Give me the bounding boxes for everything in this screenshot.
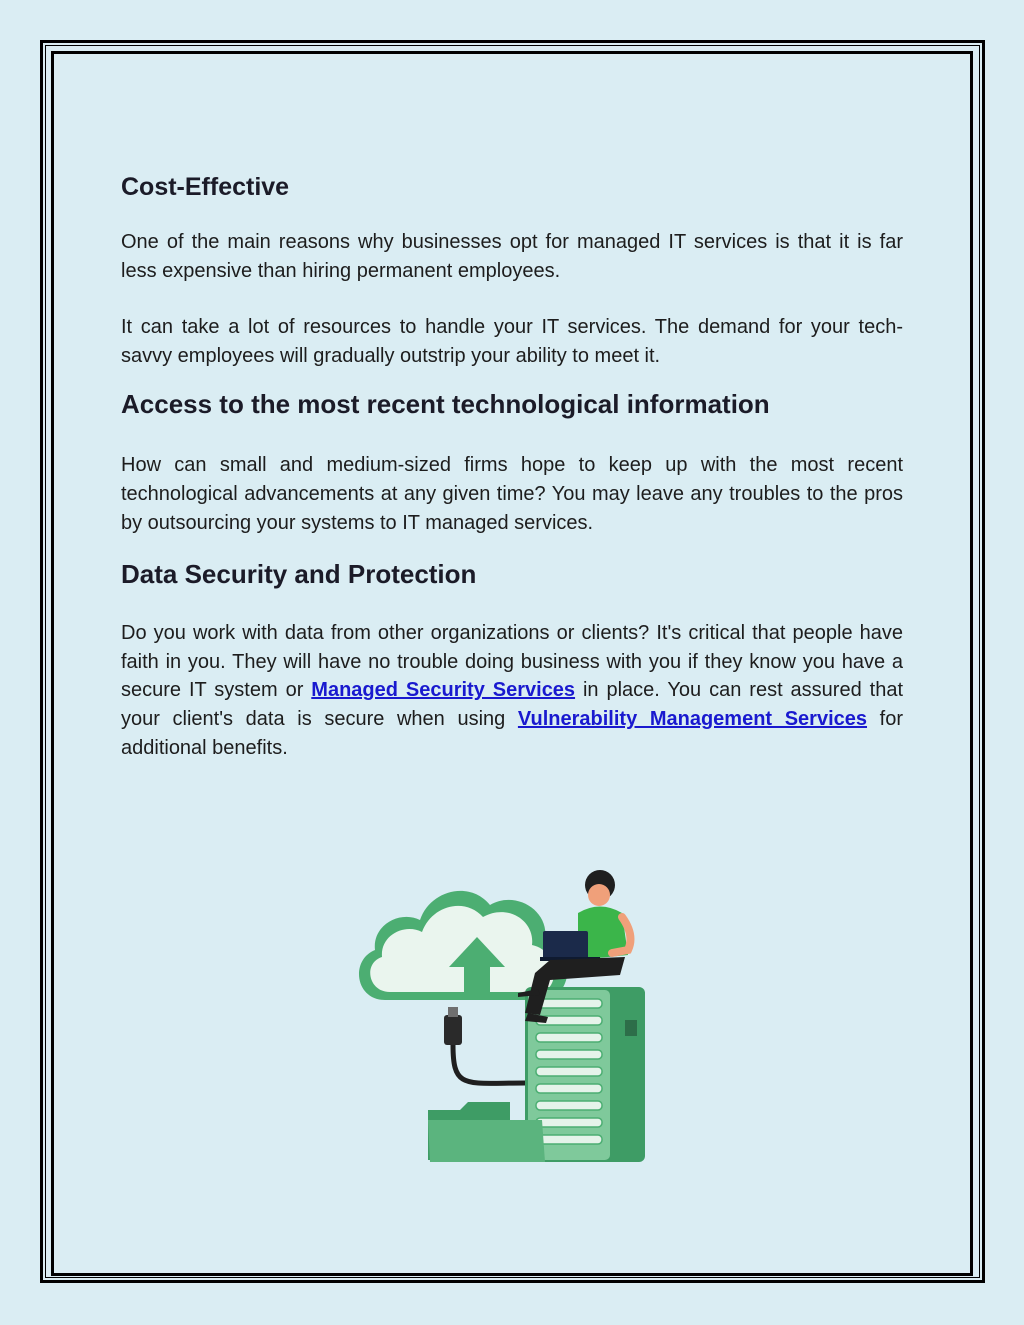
managed-security-services-link[interactable]: Managed Security Services [311,679,576,702]
heading-access-technology: Access to the most recent technological information [121,389,770,420]
paragraph-cost-2: It can take a lot of resources to handle your IT services. The demand for your tech-savvy employees will gradually outstrip your ability to meet it. [121,316,903,367]
paragraph-text-part: in place. You can rest assured that your client's data is secure when using [121,679,903,730]
cable-icon [444,1007,525,1083]
cloud-server-illustration [350,865,650,1170]
vulnerability-management-services-link[interactable]: Vulnerability Management Services [517,707,868,730]
paragraph-access-1: How can small and medium-sized firms hope to keep up with the most recent technological advancements at any given time? You may leave any troubles to the pros by outsourcing your systems to IT managed services. [121,454,903,534]
heading-data-security: Data Security and Protection [121,559,477,590]
article-body [121,170,903,762]
paragraph-data-security [121,619,903,762]
paragraph-cost-1: One of the main reasons why businesses opt for managed IT services is that it is far less expensive than hiring permanent employees. [121,231,903,282]
paragraph-text-part: for additional benefits. [121,707,903,759]
heading-cost-effective: Cost-Effective [121,173,290,201]
paragraph-text-part: Do you work with data from other organizations or clients? It's critical that people have faith in you. They will have no trouble doing business with you if they know you have a secure IT system or [121,622,903,702]
